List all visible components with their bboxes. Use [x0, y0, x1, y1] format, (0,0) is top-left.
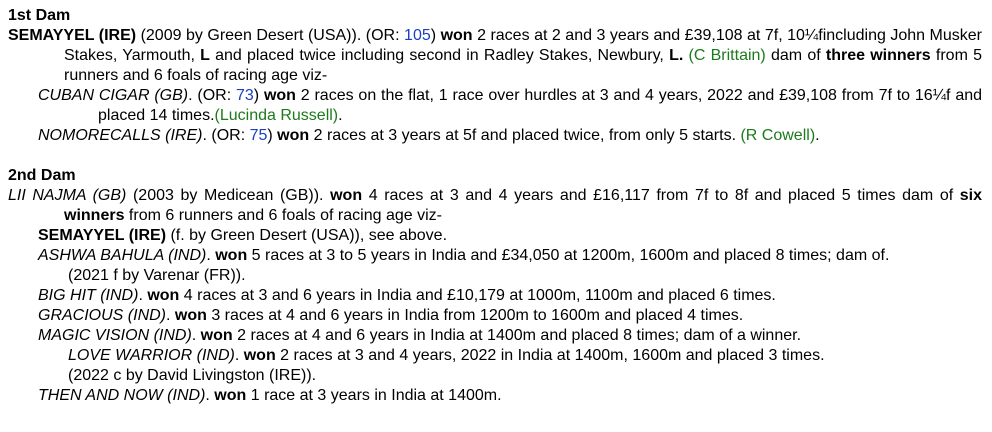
horse-name: CUBAN CIGAR (GB)	[38, 87, 189, 104]
offspring-entry: GRACIOUS (IND). won 3 races at 4 and 6 years in India from 1200m to 1600m and placed 4 times.	[38, 307, 744, 324]
offspring-entry: NOMORECALLS (IRE). (OR: 75) won 2 races at 3 years at 5f and placed twice, from only 5 starts. (R Cowell).	[38, 127, 820, 144]
offspring-entry: ASHWA BAHULA (IND). won 5 races at 3 to 5 years in India and £34,050 at 1200m, 1600m and placed 8 times; dam of.	[38, 247, 890, 264]
horse-name: LOVE WARRIOR (IND)	[68, 347, 235, 364]
foal-entry: (2021 f by Varenar (FR)).	[68, 267, 246, 284]
horse-name: BIG HIT (IND)	[38, 287, 139, 304]
horse-name: GRACIOUS (IND)	[38, 307, 166, 324]
first-dam-heading: 1st Dam	[8, 7, 71, 24]
official-rating: 73	[235, 87, 254, 104]
dam-name: LII NAJMA (GB)	[8, 187, 127, 204]
trainer-name: (C Brittain)	[688, 47, 766, 64]
offspring-entry: THEN AND NOW (IND). won 1 race at 3 years in India at 1400m.	[38, 387, 502, 404]
trainer-name: (R Cowell)	[740, 127, 816, 144]
horse-name: SEMAYYEL (IRE)	[38, 227, 167, 244]
offspring-entry: SEMAYYEL (IRE) (f. by Green Desert (USA)), see above.	[38, 227, 448, 244]
dam-name: SEMAYYEL (IRE)	[8, 27, 137, 44]
offspring-entry: CUBAN CIGAR (GB). (OR: 73) won 2 races on the flat, 1 race over hurdles at 3 and 4 years, 2022 and £39,108 from 7f to 16¼f and placed 14 times.(Lucinda Russell).	[38, 87, 983, 124]
offspring-entry: MAGIC VISION (IND). won 2 races at 4 and 6 years in India at 1400m and placed 8 times; dam of a winner.	[38, 327, 802, 344]
offspring-entry: BIG HIT (IND). won 4 races at 3 and 6 years in India and £10,179 at 1000m, 1100m and placed 6 times.	[38, 287, 776, 304]
foal-entry: (2022 c by David Livingston (IRE)).	[68, 367, 317, 384]
section-spacer	[8, 146, 982, 166]
horse-name: NOMORECALLS (IRE)	[38, 127, 203, 144]
horse-name: THEN AND NOW (IND)	[38, 387, 206, 404]
horse-name: MAGIC VISION (IND)	[38, 327, 192, 344]
second-dam-entry: LII NAJMA (GB) (2003 by Medicean (GB)). won 4 races at 3 and 4 years and £16,117 from 7f to 8f and placed 5 times dam of six winners from 6 runners and 6 foals of racing age viz-	[8, 187, 983, 224]
official-rating: 75	[249, 127, 268, 144]
official-rating: 105	[404, 27, 431, 44]
trainer-name: (Lucinda Russell)	[214, 107, 339, 124]
horse-name: ASHWA BAHULA (IND)	[38, 247, 207, 264]
second-dam-heading: 2nd Dam	[8, 167, 76, 184]
first-dam-entry: SEMAYYEL (IRE) (2009 by Green Desert (USA)). (OR: 105) won 2 races at 2 and 3 years and £39,108 at 7f, 10¼fincluding John Musker Stakes, Yarmouth, L and placed twice including second in Radley Stakes, Newbury, L. (C Brittain) dam of three winners from 5 runners and 6 foals of racing age viz-	[8, 27, 983, 84]
grand-offspring-entry: LOVE WARRIOR (IND). won 2 races at 3 and 4 years, 2022 in India at 1400m, 1600m and placed 3 times.	[68, 347, 825, 364]
